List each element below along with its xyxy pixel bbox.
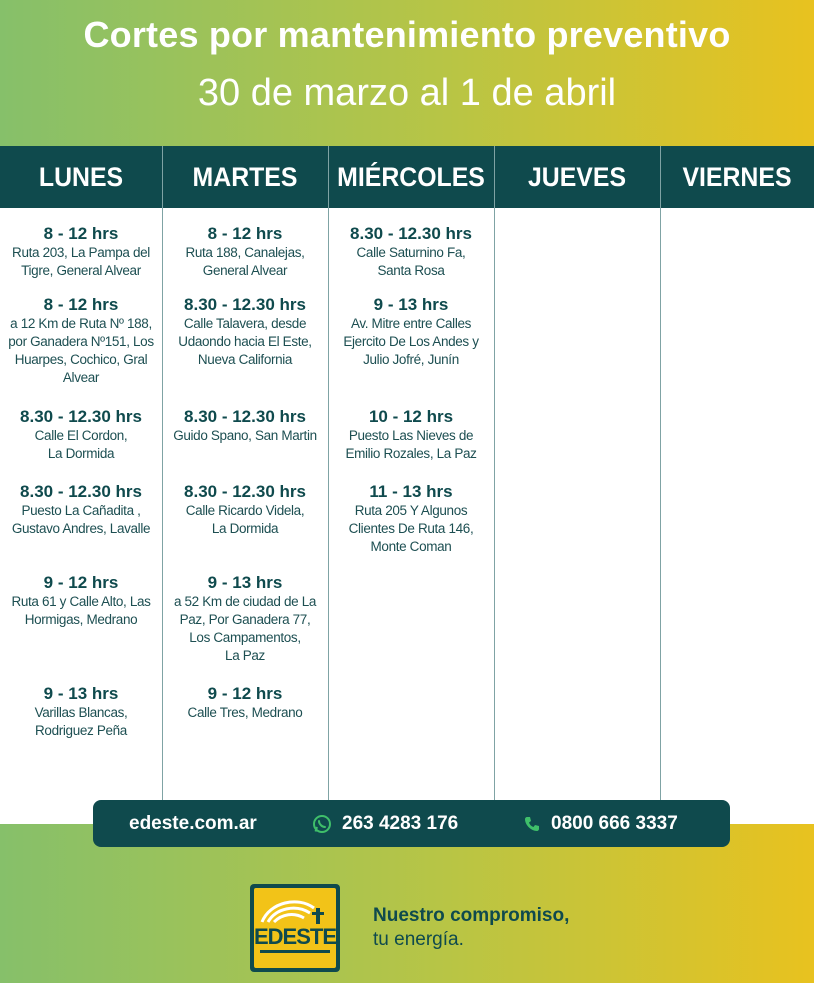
outage-time: 9 - 13 hrs bbox=[207, 573, 283, 592]
page-title: Cortes por mantenimiento preventivo bbox=[83, 14, 731, 55]
whatsapp-icon bbox=[312, 814, 332, 834]
phone-icon bbox=[523, 815, 541, 833]
outage-time: 8.30 - 12.30 hrs bbox=[184, 482, 306, 501]
outage-time: 9 - 12 hrs bbox=[43, 573, 119, 592]
outage-entry bbox=[0, 295, 162, 387]
website-link[interactable] bbox=[129, 800, 257, 847]
outage-time: 8 - 12 hrs bbox=[43, 295, 119, 314]
column-viernes bbox=[660, 208, 814, 800]
outage-entry bbox=[328, 407, 494, 463]
day-header-miercoles: MIÉRCOLES bbox=[337, 161, 485, 192]
day-header-lunes: LUNES bbox=[38, 161, 124, 192]
outage-entry bbox=[162, 224, 328, 280]
outage-entry bbox=[162, 407, 328, 445]
outage-location: Calle Tres, Medrano bbox=[187, 705, 303, 720]
outage-location: Ruta 61 y Calle Alto, Las Hormigas, Medrano bbox=[11, 594, 151, 627]
outage-entry bbox=[0, 224, 162, 280]
column-lunes bbox=[0, 208, 162, 800]
logo-text: EDESTE bbox=[254, 924, 336, 949]
schedule-grid bbox=[0, 208, 814, 800]
column-miercoles bbox=[328, 208, 494, 800]
phone-number: 0800 666 3337 bbox=[551, 812, 678, 834]
column-martes bbox=[162, 208, 328, 800]
outage-time: 10 - 12 hrs bbox=[368, 407, 454, 426]
outage-location: a 52 Km de ciudad de La Paz, Por Ganadera 77, Los Campamentos, La Paz bbox=[173, 594, 317, 663]
outage-time: 8 - 12 hrs bbox=[43, 224, 119, 243]
day-header-martes: MARTES bbox=[192, 161, 298, 192]
outage-entry bbox=[162, 573, 328, 665]
outage-location: Guido Spano, San Martin bbox=[173, 428, 317, 443]
outage-location: Varillas Blancas, Rodriguez Peña bbox=[34, 705, 128, 738]
outage-time: 8.30 - 12.30 hrs bbox=[350, 224, 472, 243]
outage-entry bbox=[162, 295, 328, 369]
outage-location: Puesto La Cañadita , Gustavo Andres, Lavalle bbox=[11, 503, 151, 536]
column-jueves bbox=[494, 208, 660, 800]
outage-time: 8 - 12 hrs bbox=[207, 224, 283, 243]
day-header-jueves: JUEVES bbox=[527, 161, 627, 192]
outage-location: Calle Talavera, desde Udaondo hacia El Este, Nueva California bbox=[178, 316, 312, 367]
outage-location: Ruta 188, Canalejas, General Alvear bbox=[185, 245, 305, 278]
outage-entry bbox=[328, 224, 494, 280]
outage-location: a 12 Km de Ruta Nº 188, por Ganadera Nº151, Los Huarpes, Cochico, Gral Alvear bbox=[8, 316, 154, 385]
slogan bbox=[373, 904, 569, 952]
outage-entry bbox=[0, 407, 162, 463]
outage-entry bbox=[162, 684, 328, 722]
whatsapp-number: 263 4283 176 bbox=[342, 812, 459, 834]
outage-location: Ruta 205 Y Algunos Clientes De Ruta 146, Monte Coman bbox=[348, 503, 474, 554]
outage-location: Ruta 203, La Pampa del Tigre, General Alvear bbox=[12, 245, 150, 278]
outage-location: Puesto Las Nieves de Emilio Rozales, La Paz bbox=[345, 428, 477, 461]
whatsapp-contact[interactable] bbox=[312, 800, 458, 847]
logo-badge bbox=[254, 888, 336, 968]
header-banner bbox=[0, 0, 814, 146]
outage-location: Calle Ricardo Videla, La Dormida bbox=[185, 503, 305, 536]
date-range: 30 de marzo al 1 de abril bbox=[197, 72, 617, 114]
outage-time: 8.30 - 12.30 hrs bbox=[184, 407, 306, 426]
slogan-line-2: tu energía. bbox=[373, 929, 464, 950]
contact-bar bbox=[93, 800, 730, 847]
outage-location: Calle El Cordon, La Dormida bbox=[34, 428, 128, 461]
day-header-row bbox=[0, 146, 814, 208]
outage-entry bbox=[162, 482, 328, 538]
slogan-line-1: Nuestro compromiso, bbox=[373, 905, 570, 926]
outage-time: 8.30 - 12.30 hrs bbox=[20, 407, 142, 426]
outage-entry bbox=[0, 482, 162, 538]
outage-entry bbox=[328, 295, 494, 369]
outage-time: 8.30 - 12.30 hrs bbox=[20, 482, 142, 501]
day-header-viernes: VIERNES bbox=[682, 161, 792, 192]
outage-time: 9 - 13 hrs bbox=[43, 684, 119, 703]
outage-time: 8.30 - 12.30 hrs bbox=[184, 295, 306, 314]
phone-contact[interactable] bbox=[523, 800, 678, 847]
outage-entry bbox=[328, 482, 494, 556]
outage-time: 11 - 13 hrs bbox=[369, 482, 453, 501]
outage-entry bbox=[0, 573, 162, 629]
outage-entry bbox=[0, 684, 162, 740]
website-text: edeste.com.ar bbox=[129, 812, 257, 834]
outage-location: Calle Saturnino Fa, Santa Rosa bbox=[356, 245, 466, 278]
outage-location: Av. Mitre entre Calles Ejercito De Los Andes y Julio Jofré, Junín bbox=[343, 316, 479, 367]
outage-time: 9 - 12 hrs bbox=[207, 684, 283, 703]
edeste-logo bbox=[250, 884, 340, 972]
outage-time: 9 - 13 hrs bbox=[373, 295, 449, 314]
